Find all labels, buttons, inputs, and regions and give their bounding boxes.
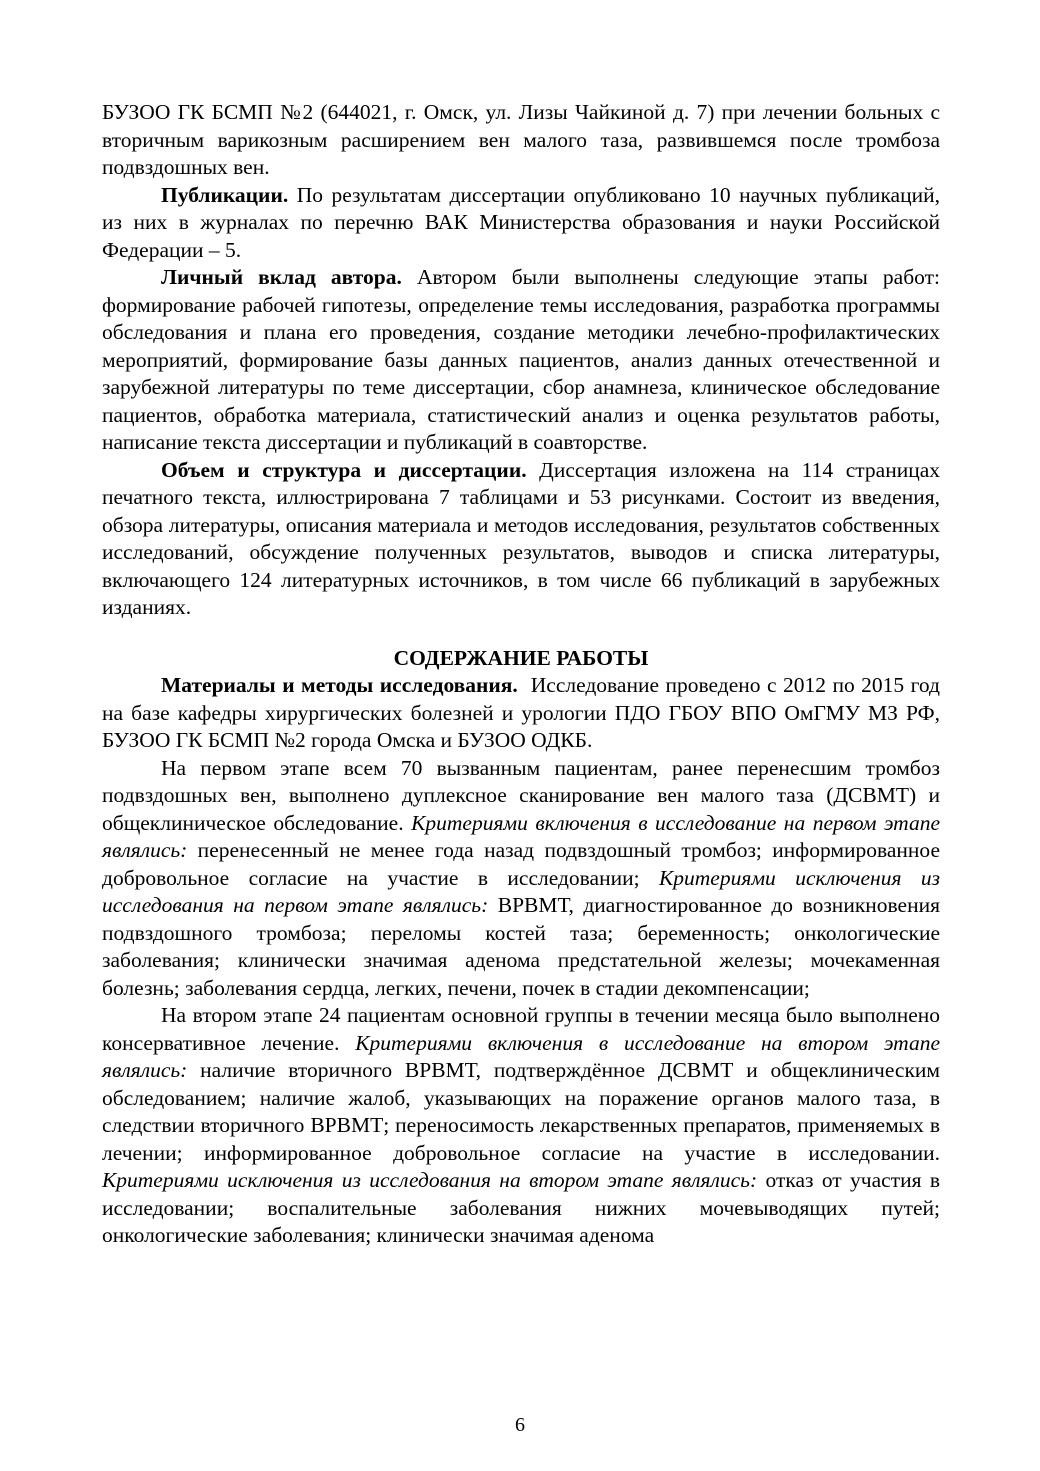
stage2-text-3: отказ от участия в исследовании; воспалительные заболевания нижних мочевыводящих путей; онкологические заболевания; клинически значимая аденома: [102, 1168, 940, 1247]
methods-text: Исследование проведено с 2012 по 2015 год на базе кафедры хирургических болезней и урологии ПДО ГБОУ ВПО ОмГМУ МЗ РФ, БУЗОО ГК БСМП №2 города Омска и БУЗОО ОДКБ.: [102, 673, 946, 752]
methods-paragraph: [102, 672, 946, 755]
publications-text: По результатам диссертации опубликовано 10 научных публикаций, из них в журналах по перечню ВАК Министерства образования и науки Российской Федерации – 5.: [102, 182, 940, 262]
publications-title: Публикации.: [161, 182, 289, 207]
contribution-text: Автором были выполнены следующие этапы работ: формирование рабочей гипотезы, определение темы исследования, разработка программы обследования и плана его проведения, создание методики лечебно-профилактических мероприятий, формирование базы данных пациентов, анализ данных отечественной и зарубежной литературы по теме диссертации, сбор анамнеза, клиническое обследование пациентов, обработка материала, статистический анализ и оценка результатов работы, написание текста диссертации и публикаций в соавторстве.: [102, 265, 941, 454]
stage1-exclusion-criteria: Критериями исключения из исследования на первом этапе являлись:: [102, 865, 940, 917]
methods-title: Материалы и методы исследования.: [161, 673, 518, 697]
structure-paragraph: [102, 457, 940, 622]
stage2-inclusion-criteria: Критериями включения в исследование на втором этапе являлись:: [102, 1030, 940, 1082]
stage1-inclusion-criteria: Критериями включения в исследование на первом этапе являлись:: [102, 810, 941, 862]
stage2-paragraph: [102, 1002, 940, 1250]
stage2-text-1: На втором этапе 24 пациентам основной группы в течении месяца было выполнено консервативное лечение.: [102, 1003, 940, 1055]
contribution-paragraph: [102, 264, 940, 457]
section-heading: СОДЕРЖАНИЕ РАБОТЫ: [393, 645, 649, 670]
stage1-text-2: перенесенный не менее года назад подвздошный тромбоз; информированное добровольное согласие на участие в исследовании;: [102, 838, 940, 890]
stage1-paragraph: [102, 755, 940, 1003]
stage2-exclusion-criteria: Критериями исключения из исследования на втором этапе являлись:: [102, 1168, 758, 1192]
intro-paragraph: [102, 99, 940, 182]
stage2-text-2: наличие вторичного ВРВМТ, подтверждённое ДСВМТ и общеклиническим обследованием; наличие жалоб, указывающих на поражение органов малого таза, в следствии вторичного ВРВМТ; переносимость лекарственных препаратов, применяемых в лечении; информированное добровольное согласие на участие в исследовании.: [102, 1058, 940, 1165]
publications-paragraph: [102, 182, 940, 265]
structure-text: Диссертация изложена на 114 страницах печатного текста, иллюстрирована 7 таблицами и 53 рисунками. Состоит из введения, обзора литературы, описания материала и методов исследования, результатов собственных исследований, обсуждение полученных результатов, выводов и списка литературы, включающего 124 литературных источников, в том числе 66 публикаций в зарубежных изданиях.: [102, 457, 940, 619]
stage1-text-3: ВРВМТ, диагностированное до возникновения подвздошного тромбоза; переломы костей таза; беременность; онкологические заболевания; клинически значимая аденома предстательной железы; мочекаменная болезнь; заболевания сердца, легких, печени, почек в стадии декомпенсации;: [102, 893, 940, 1000]
structure-title: Объем и структура и диссертации.: [161, 457, 527, 482]
contribution-title: Личный вклад автора.: [161, 265, 402, 289]
page-number: 6: [515, 1414, 525, 1436]
stage1-text-1: На первом этапе всем 70 вызванным пациентам, ранее перенесшим тромбоз подвздошных вен, выполнено дуплексное сканирование вен малого таза (ДСВМТ) и общеклиническое обследование.: [102, 755, 940, 835]
intro-text: БУЗОО ГК БСМП №2 (644021, г. Омск, ул. Лизы Чайкиной д. 7) при лечении больных с вторичным варикозным расширением вен малого таза, развившемся после тромбоза подвздошных вен.: [102, 100, 940, 179]
document-page: [102, 99, 946, 1250]
